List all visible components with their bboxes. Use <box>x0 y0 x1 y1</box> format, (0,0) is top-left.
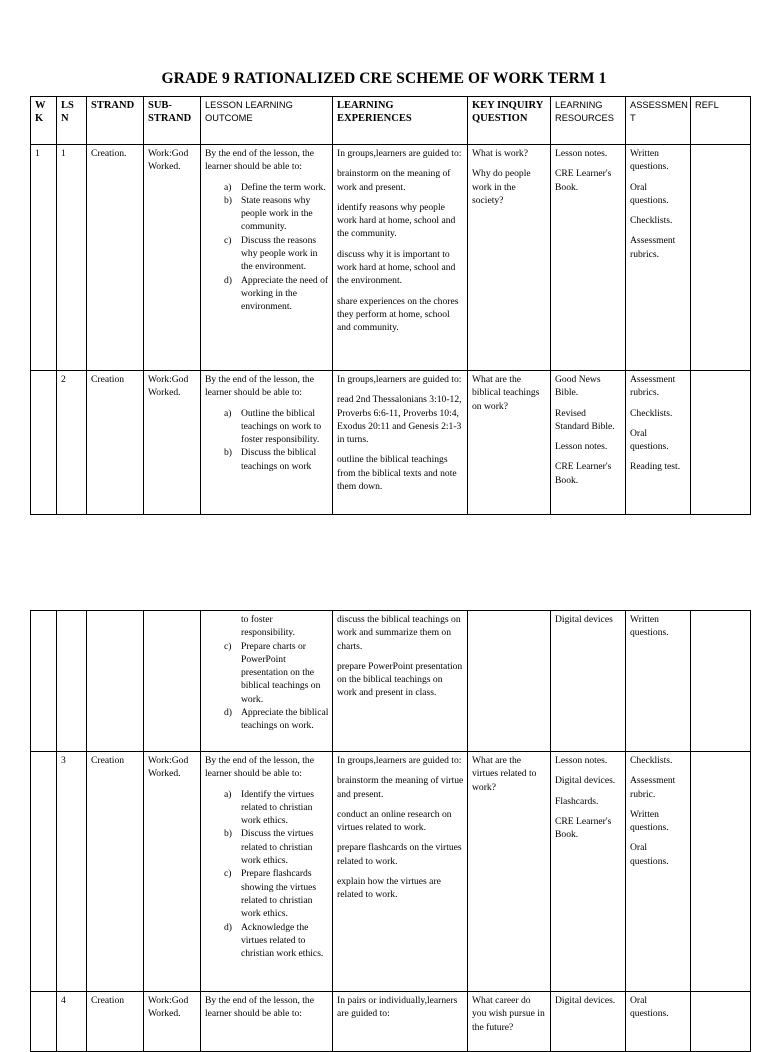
cell-lsn: 3 <box>57 752 87 992</box>
cell-outcome <box>201 752 333 992</box>
outcome-text: Outline the biblical teachings on work to foster responsibility. <box>241 407 322 446</box>
outcome-text: to foster responsibility. <box>241 614 296 639</box>
cell-outcome <box>201 611 333 752</box>
cell-wk <box>31 371 57 515</box>
cell-experiences <box>333 145 468 371</box>
outcome-intro: By the end of the lesson, the learner should be able to: <box>205 755 314 780</box>
outcome-text: Appreciate the need of working in the environment. <box>241 274 329 313</box>
cell-experiences <box>333 371 468 515</box>
cell-resources <box>551 752 626 992</box>
cell-lsn: 4 <box>57 992 87 1052</box>
resource-item: CRE Learner's Book. <box>555 168 612 193</box>
cell-lsn: 2 <box>57 371 87 515</box>
outcome-marker: c) <box>224 234 232 246</box>
inquiry-question: What career do you wish pursue in the future? <box>472 995 545 1033</box>
outcome-text: Appreciate the biblical teachings on work. <box>241 707 329 732</box>
assessment-item: Oral questions. <box>630 181 669 206</box>
table-row <box>31 992 751 1052</box>
experience-item: read 2nd Thessalonians 3:10-12, Proverbs 6:6-11, Proverbs 10:4, Exodus 20:11 and Genesis 2:1-3 in turns. <box>337 394 462 446</box>
cell-wk <box>31 611 57 752</box>
experience-item: conduct an online research on virtues related to work. <box>337 808 452 834</box>
table-row <box>31 611 751 752</box>
inquiry-question: What are the biblical teachings on work? <box>472 374 540 412</box>
header-row <box>31 97 751 145</box>
table-row <box>31 145 751 371</box>
scheme-table-page-2-continued <box>30 991 751 1052</box>
assessment-item: Assessment rubric. <box>630 775 676 800</box>
outcome-intro: By the end of the lesson, the learner should be able to: <box>205 995 314 1020</box>
assessment-item: Checklists. <box>630 215 673 227</box>
outcome-text: Acknowledge the virtues related to christian work ethics. <box>241 921 324 960</box>
assessment-item: Written questions. <box>630 614 669 639</box>
scheme-table-page-2 <box>30 610 751 992</box>
header-outcome: LESSON LEARNING OUTCOME <box>201 97 333 145</box>
experience-item: brainstorm on the meaning of work and present. <box>337 168 451 193</box>
experience-item: prepare flashcards on the virtues related to work. <box>337 842 462 867</box>
outcome-list <box>205 788 329 961</box>
assessment-item: Assessment rubrics. <box>630 374 676 399</box>
resource-item: Digital devices. <box>555 995 616 1006</box>
outcome-text: Prepare charts or PowerPoint presentation on the biblical teachings on work. <box>241 640 321 705</box>
cell-refl <box>691 611 751 752</box>
resource-item: Revised Standard Bible. <box>555 407 615 432</box>
assessment-item: Oral questions. <box>630 427 669 453</box>
cell-outcome <box>201 371 333 515</box>
outcome-item <box>205 274 329 314</box>
resource-item: CRE Learner's Book. <box>555 461 612 486</box>
cell-refl <box>691 145 751 371</box>
scheme-table-page-1 <box>30 96 751 515</box>
cell-sub-strand: Work:God Worked. <box>144 145 201 371</box>
document-title: GRADE 9 RATIONALIZED CRE SCHEME OF WORK TERM 1 <box>161 70 607 87</box>
cell-outcome <box>201 992 333 1052</box>
outcome-marker: d) <box>224 274 232 286</box>
header-refl: REFL <box>691 97 751 145</box>
cell-assessment <box>626 145 691 371</box>
outcome-marker: d) <box>224 921 232 933</box>
resource-item: Lesson notes. <box>555 441 608 453</box>
outcome-item <box>205 706 329 733</box>
outcome-text: State reasons why people work in the community. <box>241 194 313 233</box>
outcome-marker: b) <box>224 828 232 840</box>
header-inquiry: KEY INQUIRY QUESTION <box>468 97 551 145</box>
experience-item: prepare PowerPoint presentation on the biblical teachings on work and present in class. <box>337 660 463 699</box>
experience-item: discuss why it is important to work hard at home, school and the environment. <box>337 248 456 287</box>
header-wk: W K <box>31 97 57 145</box>
cell-inquiry <box>468 752 551 992</box>
outcome-text: Discuss the biblical teachings on work <box>241 447 317 472</box>
resource-item: Good News Bible. <box>555 374 601 399</box>
assessment-item: Checklists. <box>630 407 673 419</box>
cell-experiences <box>333 992 468 1052</box>
experience-item: identify reasons why people work hard at home, school and the community. <box>337 201 456 240</box>
inquiry-question: What are the virtues related to work? <box>472 755 537 793</box>
experience-item: discuss the biblical teachings on work and summarize them on charts. <box>337 614 461 652</box>
cell-refl <box>691 992 751 1052</box>
assessment-item: Written questions. <box>630 808 669 834</box>
outcome-text: Discuss the virtues related to christian work ethics. <box>241 828 314 867</box>
outcome-marker: c) <box>224 868 232 880</box>
outcome-marker: b) <box>224 194 232 206</box>
header-experiences: LEARNING EXPERIENCES <box>333 97 468 145</box>
outcome-item <box>205 446 329 473</box>
cell-refl <box>691 371 751 515</box>
outcome-item <box>205 867 329 920</box>
assessment-item: Written questions. <box>630 148 669 173</box>
cell-experiences <box>333 611 468 752</box>
cell-inquiry <box>468 145 551 371</box>
assessment-item: Reading test. <box>630 461 681 473</box>
outcome-marker: a) <box>224 407 232 419</box>
resource-item: Lesson notes. <box>555 148 608 159</box>
inquiry-question: What is work? <box>472 148 528 159</box>
outcome-marker: d) <box>224 707 232 719</box>
header-assessment: ASSESSMEN T <box>626 97 691 145</box>
cell-inquiry <box>468 371 551 515</box>
outcome-item <box>205 640 329 706</box>
cell-strand: Creation <box>87 371 144 515</box>
outcome-marker: b) <box>224 447 232 459</box>
cell-resources <box>551 145 626 371</box>
experience-item: In pairs or individually,learners are guided to: <box>337 995 458 1020</box>
resource-item: CRE Learner's Book. <box>555 815 612 841</box>
experience-item: In groups,learners are guided to: <box>337 374 462 385</box>
outcome-list <box>205 407 329 473</box>
experience-item: outline the biblical teachings from the biblical texts and note them down. <box>337 454 457 493</box>
cell-refl <box>691 752 751 992</box>
cell-sub-strand <box>144 611 201 752</box>
outcome-text: Identify the virtues related to christian work ethics. <box>241 788 314 827</box>
outcome-marker: a) <box>224 788 232 800</box>
cell-sub-strand: Work:God Worked. <box>144 992 201 1052</box>
outcome-item <box>205 181 329 194</box>
cell-strand: Creation <box>87 752 144 992</box>
experience-item: In groups,learners are guided to: <box>337 148 462 159</box>
resource-item: Digital devices <box>555 614 613 625</box>
cell-assessment <box>626 992 691 1052</box>
assessment-item: Oral questions. <box>630 995 669 1020</box>
cell-assessment <box>626 752 691 992</box>
header-sub-strand: SUB-STRAND <box>144 97 201 145</box>
outcome-marker: c) <box>224 640 232 652</box>
table-row <box>31 752 751 992</box>
cell-wk: 1 <box>31 145 57 371</box>
experience-item: brainstorm the meaning of virtue and present. <box>337 775 464 800</box>
inquiry-question: Why do people work in the society? <box>472 168 531 206</box>
outcome-text: Define the term work. <box>241 181 326 193</box>
experience-item: share experiences on the chores they perform at home, school and community. <box>337 295 459 334</box>
assessment-item: Assessment rubrics. <box>630 235 676 260</box>
cell-inquiry <box>468 992 551 1052</box>
resource-item: Flashcards. <box>555 795 599 807</box>
cell-outcome <box>201 145 333 371</box>
resource-item: Digital devices. <box>555 775 616 787</box>
outcome-item <box>205 827 329 867</box>
outcome-item <box>205 921 329 961</box>
cell-assessment <box>626 371 691 515</box>
header-lsn: LS N <box>57 97 87 145</box>
cell-wk <box>31 752 57 992</box>
cell-strand: Creation <box>87 992 144 1052</box>
assessment-item: Oral questions. <box>630 842 669 867</box>
outcome-list <box>205 613 329 733</box>
cell-assessment <box>626 611 691 752</box>
outcome-list <box>205 181 329 314</box>
resource-item: Lesson notes. <box>555 755 608 766</box>
outcome-item <box>205 234 329 274</box>
cell-experiences <box>333 752 468 992</box>
outcome-text: Prepare flashcards showing the virtues related to christian work ethics. <box>241 868 317 920</box>
outcome-item <box>205 194 329 234</box>
outcome-marker: a) <box>224 181 232 193</box>
assessment-item: Checklists. <box>630 755 673 766</box>
cell-lsn: 1 <box>57 145 87 371</box>
cell-wk <box>31 992 57 1052</box>
experience-item: In groups,learners are guided to: <box>337 755 462 766</box>
cell-sub-strand: Work:God Worked. <box>144 752 201 992</box>
outcome-text: Discuss the reasons why people work in the environment. <box>241 234 318 273</box>
experience-item: explain how the virtues are related to work. <box>337 876 441 901</box>
cell-resources <box>551 611 626 752</box>
cell-resources <box>551 371 626 515</box>
outcome-intro: By the end of the lesson, the learner should be able to: <box>205 374 314 399</box>
cell-strand <box>87 611 144 752</box>
table-row <box>31 371 751 515</box>
header-strand: STRAND <box>87 97 144 145</box>
outcome-item <box>205 407 329 447</box>
cell-inquiry <box>468 611 551 752</box>
header-resources: LEARNING RESOURCES <box>551 97 626 145</box>
cell-resources <box>551 992 626 1052</box>
outcome-intro: By the end of the lesson, the learner should be able to: <box>205 148 314 173</box>
cell-strand: Creation. <box>87 145 144 371</box>
cell-sub-strand: Work:God Worked. <box>144 371 201 515</box>
outcome-item <box>205 788 329 828</box>
outcome-continuation <box>205 613 329 640</box>
cell-lsn <box>57 611 87 752</box>
